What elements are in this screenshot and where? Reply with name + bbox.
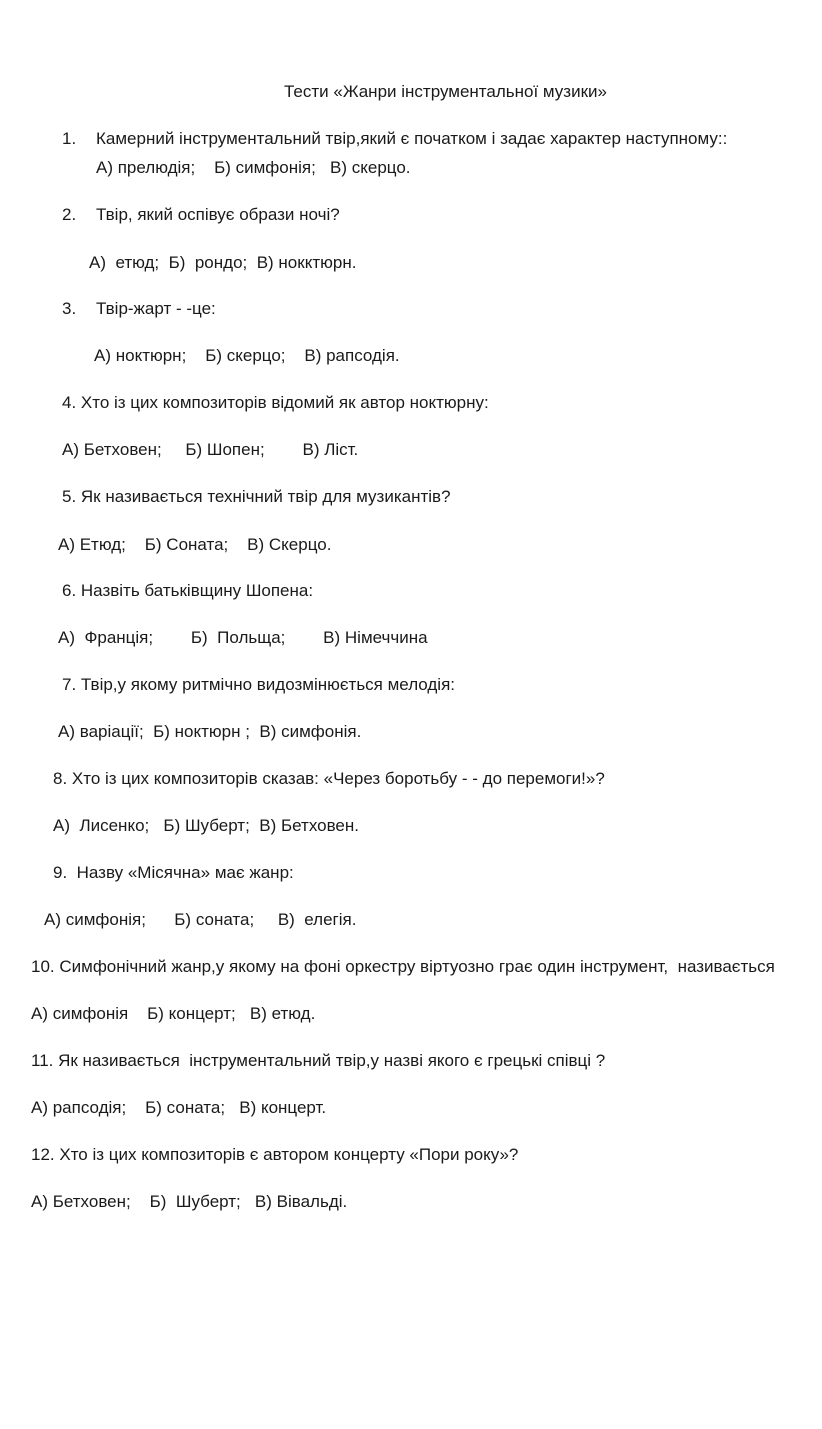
question-9-text: 9. Назву «Місячна» має жанр:: [53, 863, 294, 882]
question-12-text: 12. Хто із цих композиторів є автором концерту «Пори року»?: [31, 1145, 519, 1164]
question-10-answers: А) симфонія Б) концерт; В) етюд.: [31, 1004, 316, 1023]
question-1-answers: А) прелюдія; Б) симфонія; В) скерцо.: [96, 158, 411, 177]
question-4-answers: А) Бетховен; Б) Шопен; В) Ліст.: [62, 440, 359, 459]
question-2-answers: А) етюд; Б) рондо; В) нокктюрн.: [89, 253, 357, 272]
question-12-answers: А) Бетховен; Б) Шуберт; В) Вівальді.: [31, 1192, 348, 1211]
question-7-text: 7. Твір,у якому ритмічно видозмінюється мелодія:: [62, 675, 456, 694]
question-9-answers: А) симфонія; Б) соната; В) елегія.: [44, 910, 357, 929]
question-1-number: 1.: [62, 129, 77, 148]
question-2-text: Твір, який оспівує образи ночі?: [96, 205, 340, 224]
question-1: [62, 128, 76, 150]
question-2: [62, 204, 76, 226]
page-title: Тести «Жанри інструментальної музики»: [284, 82, 607, 101]
question-5-answers: А) Етюд; Б) Соната; В) Скерцо.: [58, 535, 332, 554]
question-4-text: 4. Хто із цих композиторів відомий як автор ноктюрну:: [62, 393, 489, 412]
question-11-text: 11. Як називається інструментальний твір,у назві якого є грецькі співці ?: [31, 1051, 606, 1070]
question-7-answers: А) варіації; Б) ноктюрн ; В) симфонія.: [58, 722, 362, 741]
question-3: [62, 298, 76, 320]
question-3-number: 3.: [62, 299, 77, 318]
question-5-text: 5. Як називається технічний твір для музикантів?: [62, 487, 451, 506]
question-1-text: Камерний інструментальний твір,який є початком і задає характер наступному::: [96, 129, 728, 148]
question-8-text: 8. Хто із цих композиторів сказав: «Через боротьбу - - до перемоги!»?: [53, 769, 605, 788]
question-6-text: 6. Назвіть батьківщину Шопена:: [62, 581, 314, 600]
question-8-answers: А) Лисенко; Б) Шуберт; В) Бетховен.: [53, 816, 359, 835]
question-10-text: 10. Симфонічний жанр,у якому на фоні оркестру віртуозно грає один інструмент, називається: [31, 957, 775, 976]
question-2-number: 2.: [62, 205, 77, 224]
question-11-answers: А) рапсодія; Б) соната; В) концерт.: [31, 1098, 327, 1117]
question-3-text: Твір-жарт - -це:: [96, 299, 216, 318]
question-3-answers: А) ноктюрн; Б) скерцо; В) рапсодія.: [94, 346, 400, 365]
question-6-answers: А) Франція; Б) Польща; В) Німеччина: [58, 628, 428, 647]
